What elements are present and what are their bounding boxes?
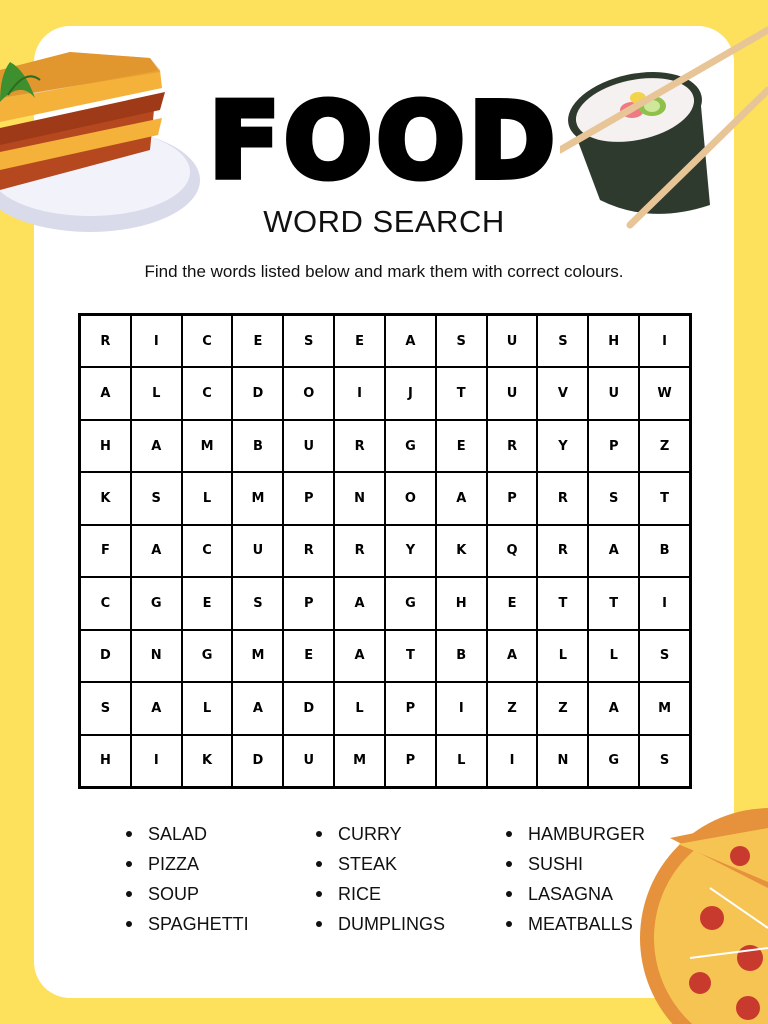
grid-cell[interactable]: S <box>640 631 689 681</box>
grid-cell[interactable]: U <box>488 316 537 366</box>
grid-cell[interactable]: R <box>335 421 384 471</box>
grid-cell[interactable]: U <box>589 368 638 418</box>
grid-cell[interactable]: B <box>233 421 282 471</box>
word-item: PIZZA <box>126 849 249 879</box>
grid-cell[interactable]: N <box>335 473 384 523</box>
page-subtitle: WORD SEARCH <box>263 204 505 239</box>
grid-cell[interactable]: W <box>640 368 689 418</box>
grid-cell[interactable]: Z <box>538 683 587 733</box>
grid-cell[interactable]: I <box>640 316 689 366</box>
grid-cell[interactable]: H <box>589 316 638 366</box>
pizza-illustration <box>630 808 768 1024</box>
grid-cell[interactable]: G <box>386 421 435 471</box>
grid-cell[interactable]: S <box>538 316 587 366</box>
grid-cell[interactable]: C <box>81 578 130 628</box>
bullet-icon <box>506 921 512 927</box>
grid-cell[interactable]: I <box>488 736 537 786</box>
bullet-icon <box>126 831 132 837</box>
word-item: HAMBURGER <box>506 819 645 849</box>
grid-cell[interactable]: P <box>284 473 333 523</box>
grid-cell[interactable]: D <box>233 368 282 418</box>
grid-cell[interactable]: D <box>284 683 333 733</box>
instructions-text: Find the words listed below and mark them with correct colours. <box>144 262 624 281</box>
grid-cell[interactable]: R <box>284 526 333 576</box>
grid-cell[interactable]: G <box>386 578 435 628</box>
grid-cell[interactable]: N <box>132 631 181 681</box>
grid-cell[interactable]: L <box>132 368 181 418</box>
word-column-3 <box>506 819 645 939</box>
grid-cell[interactable]: A <box>488 631 537 681</box>
grid-cell[interactable]: B <box>437 631 486 681</box>
grid-cell[interactable]: D <box>81 631 130 681</box>
grid-cell[interactable]: I <box>132 736 181 786</box>
grid-cell[interactable]: L <box>437 736 486 786</box>
grid-cell[interactable]: V <box>538 368 587 418</box>
grid-cell[interactable]: Y <box>386 526 435 576</box>
page-title: FOOD <box>208 80 560 202</box>
grid-cell[interactable]: P <box>284 578 333 628</box>
grid-cell[interactable]: A <box>589 526 638 576</box>
grid-cell[interactable]: M <box>233 473 282 523</box>
grid-cell[interactable]: T <box>437 368 486 418</box>
grid-cell[interactable]: C <box>183 526 232 576</box>
grid-cell[interactable]: I <box>437 683 486 733</box>
word-column-2 <box>316 819 445 939</box>
grid-cell[interactable]: S <box>233 578 282 628</box>
word-item: DUMPLINGS <box>316 909 445 939</box>
grid-cell[interactable]: O <box>284 368 333 418</box>
bullet-icon <box>506 891 512 897</box>
grid-cell[interactable]: A <box>132 421 181 471</box>
grid-cell[interactable]: F <box>81 526 130 576</box>
grid-cell[interactable]: I <box>132 316 181 366</box>
grid-cell[interactable]: U <box>233 526 282 576</box>
grid-cell[interactable]: S <box>81 683 130 733</box>
grid-cell[interactable]: A <box>132 683 181 733</box>
grid-cell[interactable]: D <box>233 736 282 786</box>
grid-cell[interactable]: A <box>437 473 486 523</box>
grid-cell[interactable]: L <box>538 631 587 681</box>
grid-cell[interactable]: R <box>335 526 384 576</box>
grid-cell[interactable]: P <box>386 736 435 786</box>
bullet-icon <box>316 921 322 927</box>
grid-cell[interactable]: N <box>538 736 587 786</box>
grid-cell[interactable]: M <box>335 736 384 786</box>
grid-cell[interactable]: U <box>284 421 333 471</box>
grid-cell[interactable]: Z <box>640 421 689 471</box>
grid-cell[interactable]: S <box>284 316 333 366</box>
grid-cell[interactable]: L <box>589 631 638 681</box>
grid-cell[interactable]: I <box>640 578 689 628</box>
word-item: SPAGHETTI <box>126 909 249 939</box>
grid-cell[interactable]: K <box>437 526 486 576</box>
bullet-icon <box>316 831 322 837</box>
word-item: RICE <box>316 879 445 909</box>
word-item: SUSHI <box>506 849 645 879</box>
grid-cell[interactable]: H <box>81 421 130 471</box>
grid-cell[interactable]: U <box>488 368 537 418</box>
grid-cell[interactable]: L <box>183 473 232 523</box>
grid-cell[interactable]: E <box>335 316 384 366</box>
grid-cell[interactable]: K <box>81 473 130 523</box>
grid-cell[interactable]: T <box>538 578 587 628</box>
grid-cell[interactable]: A <box>233 683 282 733</box>
grid-cell[interactable]: R <box>81 316 130 366</box>
grid-cell[interactable]: O <box>386 473 435 523</box>
bullet-icon <box>126 921 132 927</box>
grid-cell[interactable]: E <box>233 316 282 366</box>
grid-cell[interactable]: E <box>488 578 537 628</box>
grid-cell[interactable]: C <box>183 368 232 418</box>
grid-cell[interactable]: A <box>335 631 384 681</box>
grid-cell[interactable]: R <box>538 473 587 523</box>
grid-cell[interactable]: U <box>284 736 333 786</box>
word-item: STEAK <box>316 849 445 879</box>
word-item: LASAGNA <box>506 879 645 909</box>
bullet-icon <box>506 831 512 837</box>
grid-cell[interactable]: T <box>640 473 689 523</box>
grid-cell[interactable]: T <box>589 578 638 628</box>
grid-cell[interactable]: P <box>589 421 638 471</box>
grid-cell[interactable]: G <box>183 631 232 681</box>
grid-cell[interactable]: C <box>183 316 232 366</box>
grid-cell[interactable]: A <box>132 526 181 576</box>
grid-cell[interactable]: S <box>132 473 181 523</box>
grid-cell[interactable]: A <box>335 578 384 628</box>
word-item: MEATBALLS <box>506 909 645 939</box>
grid-cell[interactable]: M <box>233 631 282 681</box>
grid-cell[interactable]: A <box>589 683 638 733</box>
letter-grid <box>78 313 692 789</box>
grid-cell[interactable]: P <box>386 683 435 733</box>
grid-cell[interactable]: S <box>589 473 638 523</box>
grid-cell[interactable]: J <box>386 368 435 418</box>
grid-cell[interactable]: A <box>81 368 130 418</box>
word-item: CURRY <box>316 819 445 849</box>
word-item: SOUP <box>126 879 249 909</box>
grid-cell[interactable]: E <box>183 578 232 628</box>
grid-cell[interactable]: G <box>132 578 181 628</box>
grid-cell[interactable]: Y <box>538 421 587 471</box>
grid-cell[interactable]: A <box>386 316 435 366</box>
bullet-icon <box>316 861 322 867</box>
grid-cell[interactable]: R <box>538 526 587 576</box>
grid-cell[interactable]: Z <box>488 683 537 733</box>
word-column-1 <box>126 819 249 939</box>
bullet-icon <box>506 861 512 867</box>
grid-cell[interactable]: B <box>640 526 689 576</box>
grid-cell[interactable]: P <box>488 473 537 523</box>
bullet-icon <box>316 891 322 897</box>
grid-cell[interactable]: M <box>183 421 232 471</box>
grid-cell[interactable]: S <box>437 316 486 366</box>
grid-cell[interactable]: R <box>488 421 537 471</box>
bullet-icon <box>126 891 132 897</box>
grid-cell[interactable]: L <box>335 683 384 733</box>
word-item: SALAD <box>126 819 249 849</box>
grid-cell[interactable]: T <box>386 631 435 681</box>
grid-cell[interactable]: G <box>589 736 638 786</box>
grid-cell[interactable]: S <box>640 736 689 786</box>
grid-cell[interactable]: K <box>183 736 232 786</box>
grid-cell[interactable]: E <box>437 421 486 471</box>
bullet-icon <box>126 861 132 867</box>
grid-cell[interactable]: L <box>183 683 232 733</box>
grid-cell[interactable]: E <box>284 631 333 681</box>
grid-cell[interactable]: H <box>81 736 130 786</box>
grid-cell[interactable]: M <box>640 683 689 733</box>
grid-cell[interactable]: I <box>335 368 384 418</box>
grid-cell[interactable]: Q <box>488 526 537 576</box>
grid-cell[interactable]: H <box>437 578 486 628</box>
